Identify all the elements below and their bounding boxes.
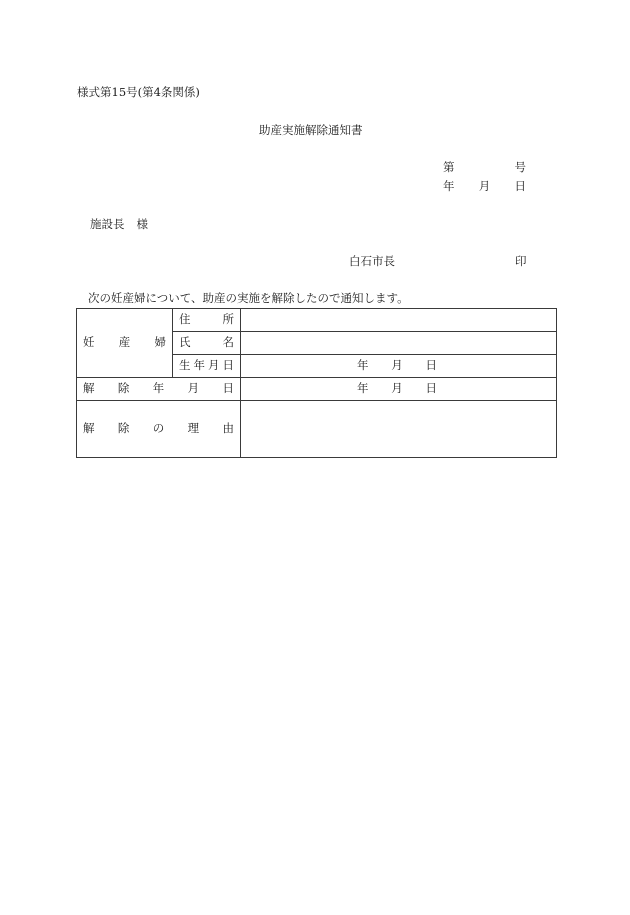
release-date-label: 解 除 年 月 日 (77, 378, 241, 401)
birth-date-field[interactable]: 年 月 日 (241, 355, 557, 378)
name-label: 氏 名 (173, 332, 241, 355)
seal-mark: 印 (515, 254, 527, 268)
table-row (77, 309, 557, 332)
recipient-line (90, 219, 148, 231)
notification-form-table (76, 308, 557, 458)
birth-date-label: 生 年 月 日 (173, 355, 241, 378)
release-reason-field[interactable] (241, 401, 557, 458)
issuer-name: 白石市長 (349, 254, 395, 268)
intro-text: 次の妊産婦について、助産の実施を解除したので通知します。 (88, 291, 409, 305)
doc-number-suffix: 号 (514, 160, 526, 174)
doc-date-year: 年 (443, 179, 455, 193)
document-date-line (443, 181, 526, 193)
form-number: 様式第15号(第4条関係) (77, 85, 200, 99)
address-label: 住 所 (173, 309, 241, 332)
doc-date-day: 日 (514, 179, 526, 193)
release-reason-label: 解 除 の 理 由 (77, 401, 241, 458)
release-date-field[interactable]: 年 月 日 (241, 378, 557, 401)
doc-number-prefix: 第 (443, 160, 455, 174)
table-row (77, 378, 557, 401)
recipient-name: 施設長 (90, 217, 125, 231)
doc-date-month: 月 (478, 179, 491, 193)
document-number-line (443, 162, 526, 174)
pregnant-woman-label: 妊 産 婦 (77, 309, 173, 378)
document-title: 助産実施解除通知書 (259, 123, 363, 137)
address-field[interactable] (241, 309, 557, 332)
name-field[interactable] (241, 332, 557, 355)
recipient-honorific: 様 (136, 217, 148, 231)
table-row (77, 401, 557, 458)
